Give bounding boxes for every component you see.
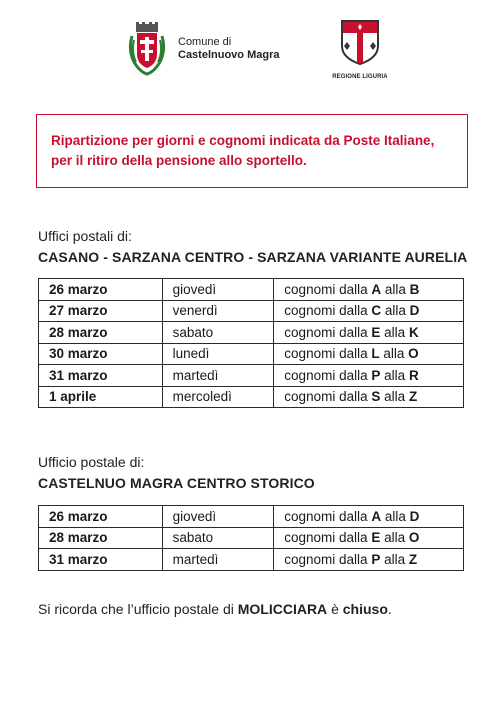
- regione-liguria-shield-icon: [338, 18, 382, 66]
- range-from: A: [371, 508, 382, 524]
- range-from: S: [371, 389, 381, 405]
- section1-offices: CASANO - SARZANA CENTRO - SARZANA VARIANTE AURELIA: [38, 249, 468, 265]
- surname-range-cell: [274, 279, 464, 301]
- range-from: P: [371, 551, 381, 567]
- table-row: [39, 506, 464, 528]
- section2-label: Ufficio postale di:: [38, 454, 145, 470]
- regione-logo: [330, 18, 390, 80]
- range-to: O: [408, 530, 420, 546]
- regione-label: REGIONE LIGURIA: [332, 74, 388, 80]
- range-to: D: [409, 303, 420, 319]
- table-row: [39, 343, 464, 365]
- range-prefix: cognomi dalla: [284, 389, 368, 405]
- day-cell: venerdì: [162, 300, 274, 322]
- table-row: [39, 365, 464, 387]
- surname-range-cell: [274, 506, 464, 528]
- date-cell: 27 marzo: [39, 300, 163, 322]
- footer-end: .: [387, 601, 392, 617]
- surname-range-cell: [274, 322, 464, 344]
- table-row: [39, 549, 464, 571]
- range-mid: alla: [384, 281, 406, 297]
- table-row: [39, 386, 464, 408]
- date-cell: 1 aprile: [39, 386, 163, 408]
- range-from: C: [371, 303, 382, 319]
- notice-line2: per il ritiro della pensione allo sportello.: [51, 153, 307, 168]
- range-to: Z: [408, 389, 418, 405]
- range-prefix: cognomi dalla: [284, 303, 368, 319]
- range-to: O: [408, 346, 419, 362]
- comune-line2: Castelnuovo Magra: [178, 49, 280, 61]
- notice-line1: Ripartizione per giorni e cognomi indicata da Poste Italiane,: [51, 133, 435, 148]
- surname-range-cell: [274, 549, 464, 571]
- day-cell: sabato: [162, 322, 274, 344]
- comune-logo: [126, 20, 279, 78]
- municipal-crest-icon: [126, 20, 168, 78]
- day-cell: martedì: [162, 549, 274, 571]
- range-to: B: [409, 281, 420, 297]
- footer-status: chiuso: [342, 601, 388, 617]
- table-row: [39, 300, 464, 322]
- footer-text2: è: [331, 601, 339, 617]
- date-cell: 28 marzo: [39, 527, 163, 549]
- date-cell: 28 marzo: [39, 322, 163, 344]
- day-cell: mercoledì: [162, 386, 274, 408]
- surname-range-cell: [274, 386, 464, 408]
- range-mid: alla: [384, 551, 406, 567]
- notice-text: [51, 131, 434, 171]
- date-cell: 30 marzo: [39, 343, 163, 365]
- day-cell: giovedì: [162, 279, 274, 301]
- range-from: A: [371, 281, 382, 297]
- section1-label: Uffici postali di:: [38, 228, 132, 244]
- range-prefix: cognomi dalla: [284, 367, 368, 383]
- range-prefix: cognomi dalla: [284, 324, 368, 340]
- range-mid: alla: [383, 346, 405, 362]
- range-to: R: [408, 367, 419, 383]
- range-mid: alla: [384, 324, 406, 340]
- footer-place: MOLICCIARA: [237, 601, 328, 617]
- range-from: E: [371, 530, 381, 546]
- comune-name: [178, 36, 279, 62]
- range-from: L: [371, 346, 380, 362]
- range-prefix: cognomi dalla: [284, 530, 368, 546]
- range-prefix: cognomi dalla: [284, 551, 368, 567]
- range-prefix: cognomi dalla: [284, 281, 368, 297]
- surname-range-cell: [274, 365, 464, 387]
- footer-text1: Si ricorda che l’ufficio postale di: [38, 601, 234, 617]
- footer-note: [38, 601, 392, 617]
- day-cell: martedì: [162, 365, 274, 387]
- range-prefix: cognomi dalla: [284, 346, 368, 362]
- range-mid: alla: [384, 389, 406, 405]
- date-cell: 26 marzo: [39, 506, 163, 528]
- range-mid: alla: [384, 530, 406, 546]
- range-from: P: [371, 367, 381, 383]
- table-row: [39, 527, 464, 549]
- surname-range-cell: [274, 300, 464, 322]
- table-row: [39, 279, 464, 301]
- range-mid: alla: [384, 303, 406, 319]
- day-cell: sabato: [162, 527, 274, 549]
- range-to: Z: [408, 551, 418, 567]
- comune-line1: Comune di: [178, 36, 232, 48]
- schedule-table-1: [38, 278, 464, 408]
- header: [0, 14, 500, 94]
- range-to: K: [408, 324, 419, 340]
- range-from: E: [371, 324, 381, 340]
- date-cell: 26 marzo: [39, 279, 163, 301]
- date-cell: 31 marzo: [39, 365, 163, 387]
- section2-offices: CASTELNUO MAGRA CENTRO STORICO: [38, 475, 315, 491]
- notice-box: [36, 114, 468, 188]
- surname-range-cell: [274, 343, 464, 365]
- range-prefix: cognomi dalla: [284, 508, 368, 524]
- day-cell: lunedì: [162, 343, 274, 365]
- date-cell: 31 marzo: [39, 549, 163, 571]
- surname-range-cell: [274, 527, 464, 549]
- table-row: [39, 322, 464, 344]
- range-mid: alla: [384, 367, 406, 383]
- day-cell: giovedì: [162, 506, 274, 528]
- range-mid: alla: [384, 508, 406, 524]
- schedule-table-2: [38, 505, 464, 571]
- range-to: D: [409, 508, 420, 524]
